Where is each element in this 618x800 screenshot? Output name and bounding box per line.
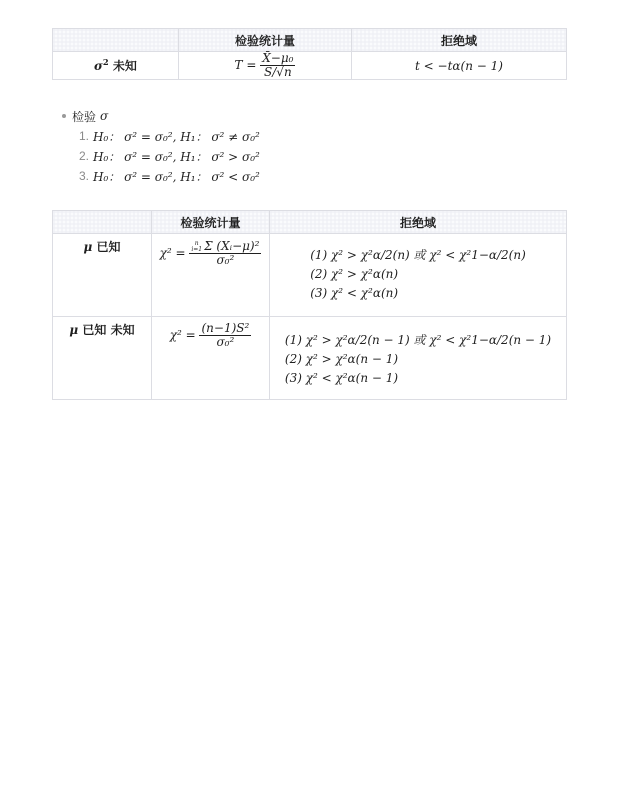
statistic-denominator: σ₀² [216,253,235,268]
rejection-region-line: (2) χ² > χ²α(n − 1) [284,352,399,366]
list-item [79,146,260,166]
header-cell-empty [53,211,152,234]
list-item-text: H₀： σ² = σ₀², H₁： σ² ≠ σ₀² [93,129,260,144]
statistic-fraction [260,52,295,79]
statistic-numerator: (n−1)S² [201,321,250,335]
label-text: 已知 未知 [82,323,135,337]
rejection-region-line: (3) χ² < χ²α(n) [310,286,399,300]
rejection-region-cell [270,234,567,317]
statistic-fraction [199,322,251,349]
numerator-expression: Σ (Xᵢ−μ)² [204,239,260,253]
list-item-number: 1. [79,129,90,143]
rejection-region-list [285,331,551,388]
table-row [53,234,567,317]
hypothesis-list [62,126,260,186]
bullet-dot-icon [62,114,66,118]
table-row [53,52,567,80]
header-rejection-region: 拒绝域 [352,29,567,52]
table-chi-square-tests [52,210,567,400]
rejection-region-line: (3) χ² < χ²α(n − 1) [284,371,399,385]
bullet-variable: σ [100,109,109,123]
list-item-text: H₀： σ² = σ₀², H₁： σ² > σ₀² [93,149,260,164]
label-variable: μ [83,240,93,254]
rejection-region-formula: t < −tα(n − 1) [415,58,503,73]
table-header-row [53,29,567,52]
statistic-numerator: X̄−μ₀ [262,51,294,65]
statistic-lhs: χ² = [159,246,186,261]
rejection-region-line: (2) χ² > χ²α(n) [310,267,399,281]
header-test-statistic: 检验统计量 [152,211,270,234]
rejection-region-list [310,246,526,303]
list-item [79,126,260,146]
label-variable: σ [94,59,103,74]
table-row [53,317,567,400]
header-test-statistic: 检验统计量 [179,29,352,52]
label-variable: μ [69,323,79,337]
rejection-region-cell [352,52,567,80]
statistic-fraction [189,240,261,267]
label-superscript: 2 [102,57,109,68]
header-cell-empty [53,29,179,52]
statistic-denominator: S/√n [264,65,292,80]
list-item-text: H₀： σ² = σ₀², H₁： σ² < σ₀² [93,169,260,184]
label-text: 已知 [96,240,121,254]
rejection-region-line: (1) χ² > χ²α/2(n − 1) 或 χ² < χ²1−α/2(n − 1) [284,333,552,347]
rejection-region-line: (1) χ² > χ²α/2(n) 或 χ² < χ²1−α/2(n) [310,248,526,262]
list-item-number: 2. [79,149,90,163]
test-sigma-section [62,106,260,186]
row-label [53,52,179,80]
table-sigma-unknown [52,28,567,80]
list-item-number: 3. [79,169,90,183]
row-label [53,317,152,400]
sum-symbol [191,241,202,253]
statistic-denominator: σ₀² [216,335,235,350]
statistic-lhs: χ² = [169,328,196,343]
row-label [53,234,152,317]
table-header-row [53,211,567,234]
rejection-region-cell [270,317,567,400]
test-statistic-cell [152,234,270,317]
header-rejection-region: 拒绝域 [270,211,567,234]
label-text: 未知 [112,59,137,74]
test-statistic-cell [152,317,270,400]
sum-upper-limit: n [194,239,199,247]
statistic-numerator [189,240,261,254]
statistic-lhs: T [234,58,243,73]
test-statistic-cell: T = $\frac{\text{X̄−μ₀}}{S/√n}$ [179,52,352,80]
list-item [79,166,260,186]
sum-lower-limit: i=1 [191,245,203,253]
bullet-text: 检验 [72,109,97,124]
bullet-item [62,106,260,126]
